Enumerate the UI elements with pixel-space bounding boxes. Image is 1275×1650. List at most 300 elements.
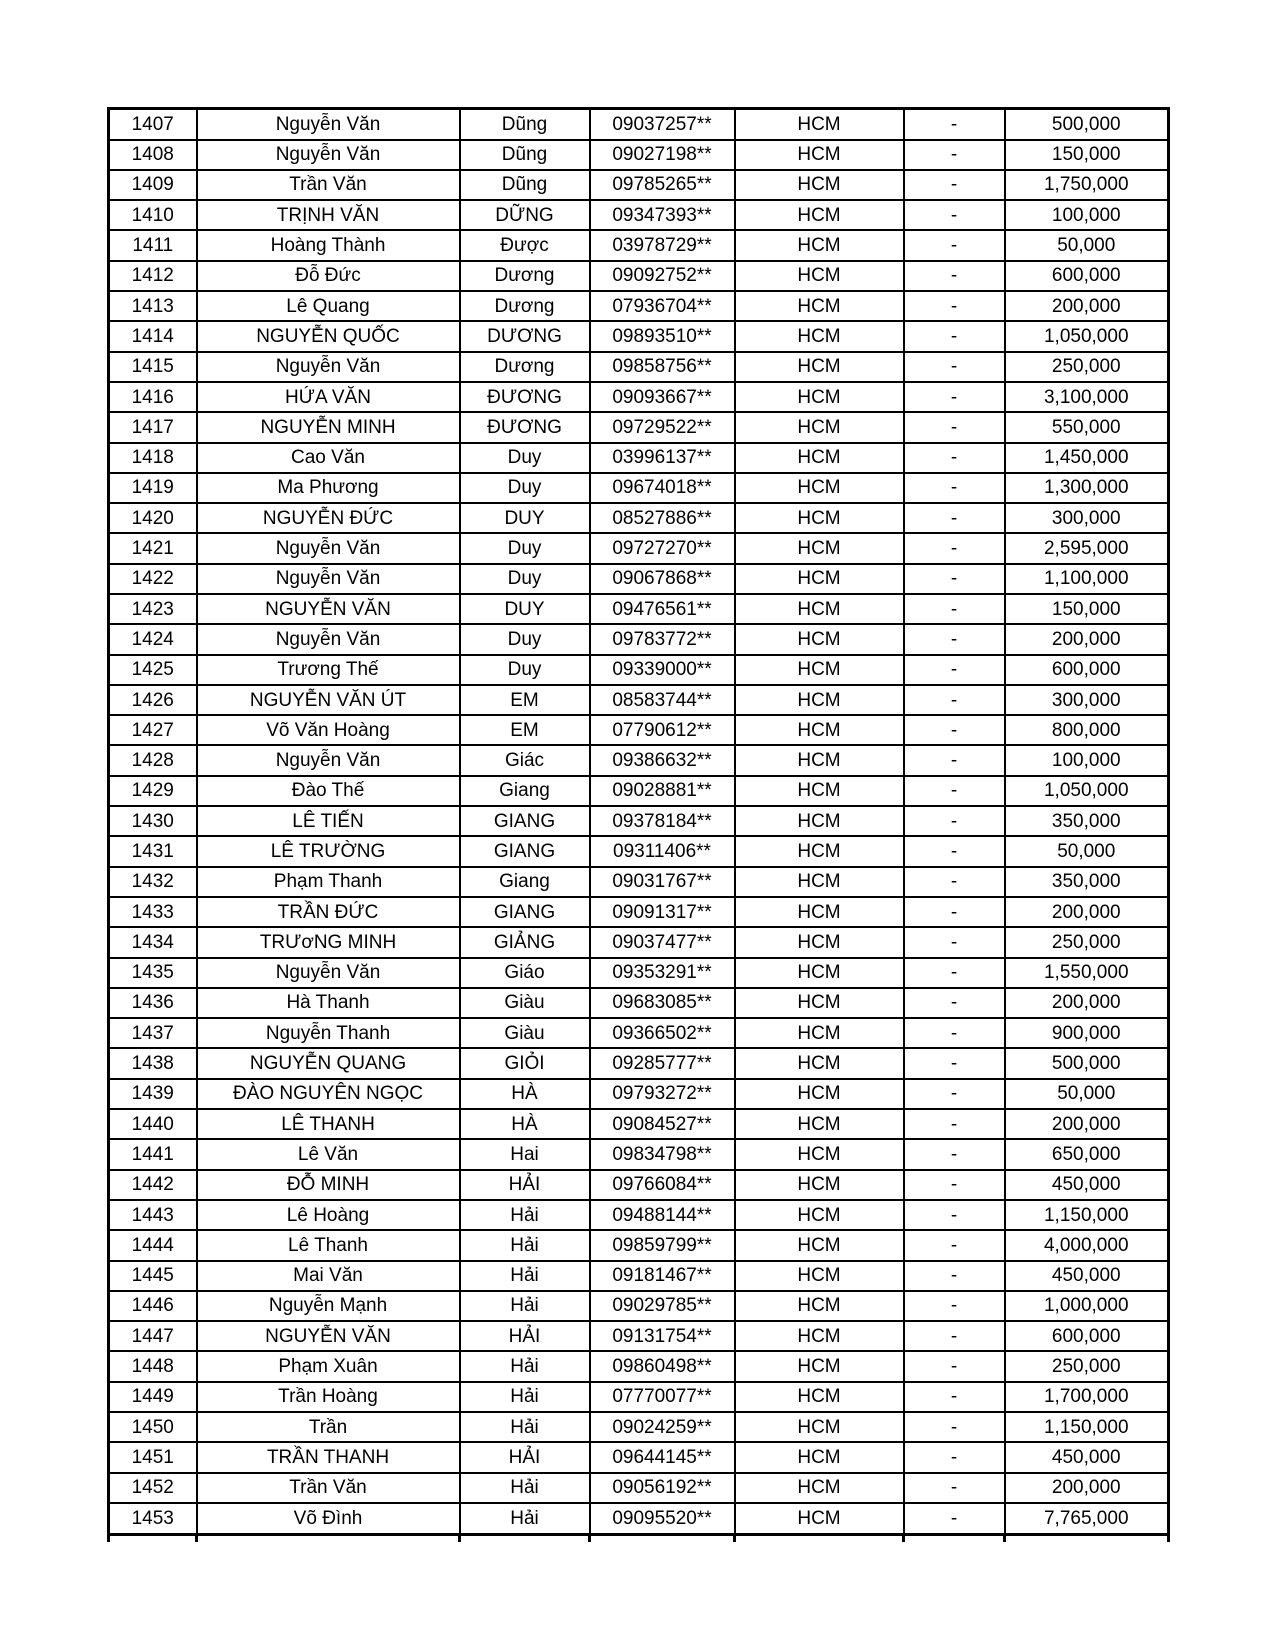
cell-last-middle-name: Nguyễn Văn: [197, 745, 460, 775]
cell-first-name: Hải: [460, 1503, 590, 1535]
cell-row-number: 1427: [109, 715, 197, 745]
cell-amount: 200,000: [1005, 291, 1169, 321]
cell-amount: 600,000: [1005, 655, 1169, 685]
cell-city: HCM: [735, 352, 904, 382]
cell-note-dash: -: [904, 1442, 1005, 1472]
table-continuation-stub: [1167, 1536, 1170, 1542]
cell-last-middle-name: LÊ TRƯỜNG: [197, 836, 460, 866]
cell-first-name: Giang: [460, 867, 590, 897]
cell-row-number: 1417: [109, 412, 197, 442]
cell-phone-masked: 09091317**: [590, 897, 735, 927]
cell-row-number: 1408: [109, 140, 197, 170]
table-row: [109, 1442, 1169, 1472]
cell-note-dash: -: [904, 1170, 1005, 1200]
cell-last-middle-name: Nguyễn Văn: [197, 140, 460, 170]
cell-row-number: 1450: [109, 1412, 197, 1442]
cell-note-dash: -: [904, 715, 1005, 745]
cell-note-dash: -: [904, 230, 1005, 260]
cell-phone-masked: 09093667**: [590, 382, 735, 412]
table-row: [109, 1109, 1169, 1139]
cell-first-name: DUY: [460, 594, 590, 624]
cell-first-name: Hải: [460, 1412, 590, 1442]
cell-row-number: 1409: [109, 170, 197, 200]
cell-last-middle-name: ĐÀO NGUYÊN NGỌC: [197, 1079, 460, 1109]
cell-first-name: HẢI: [460, 1442, 590, 1472]
cell-first-name: Hai: [460, 1139, 590, 1169]
cell-phone-masked: 09339000**: [590, 655, 735, 685]
table-row: [109, 352, 1169, 382]
cell-last-middle-name: LÊ THANH: [197, 1109, 460, 1139]
cell-first-name: Được: [460, 230, 590, 260]
table-continuation-stub: [458, 1536, 461, 1542]
cell-row-number: 1428: [109, 745, 197, 775]
cell-phone-masked: 09067868**: [590, 564, 735, 594]
cell-city: HCM: [735, 291, 904, 321]
cell-first-name: Hải: [460, 1230, 590, 1260]
cell-amount: 550,000: [1005, 412, 1169, 442]
cell-first-name: Hải: [460, 1473, 590, 1503]
cell-city: HCM: [735, 1382, 904, 1412]
cell-first-name: EM: [460, 685, 590, 715]
cell-amount: 150,000: [1005, 140, 1169, 170]
cell-first-name: Giàu: [460, 1018, 590, 1048]
cell-last-middle-name: Trương Thế: [197, 655, 460, 685]
table-row: [109, 109, 1169, 140]
cell-city: HCM: [735, 1200, 904, 1230]
table-row: [109, 927, 1169, 957]
cell-city: HCM: [735, 1048, 904, 1078]
cell-note-dash: -: [904, 1291, 1005, 1321]
cell-row-number: 1440: [109, 1109, 197, 1139]
table-continuation-stub: [195, 1536, 198, 1542]
cell-note-dash: -: [904, 806, 1005, 836]
cell-amount: 800,000: [1005, 715, 1169, 745]
cell-last-middle-name: TRẦN THANH: [197, 1442, 460, 1472]
cell-phone-masked: 09785265**: [590, 170, 735, 200]
cell-note-dash: -: [904, 988, 1005, 1018]
cell-row-number: 1426: [109, 685, 197, 715]
cell-city: HCM: [735, 1079, 904, 1109]
cell-row-number: 1438: [109, 1048, 197, 1078]
cell-amount: 1,100,000: [1005, 564, 1169, 594]
table-row: [109, 170, 1169, 200]
cell-city: HCM: [735, 867, 904, 897]
cell-last-middle-name: TRỊNH VĂN: [197, 200, 460, 230]
cell-row-number: 1416: [109, 382, 197, 412]
cell-note-dash: -: [904, 1048, 1005, 1078]
cell-note-dash: -: [904, 1321, 1005, 1351]
cell-amount: 50,000: [1005, 836, 1169, 866]
cell-note-dash: -: [904, 1200, 1005, 1230]
cell-note-dash: -: [904, 533, 1005, 563]
cell-note-dash: -: [904, 1261, 1005, 1291]
cell-last-middle-name: TRẦN ĐỨC: [197, 897, 460, 927]
cell-first-name: Duy: [460, 655, 590, 685]
table-row: [109, 1291, 1169, 1321]
cell-first-name: Dũng: [460, 140, 590, 170]
table-row: [109, 382, 1169, 412]
cell-amount: 1,450,000: [1005, 443, 1169, 473]
cell-note-dash: -: [904, 897, 1005, 927]
cell-amount: 350,000: [1005, 806, 1169, 836]
cell-city: HCM: [735, 382, 904, 412]
cell-last-middle-name: NGUYỄN VĂN ÚT: [197, 685, 460, 715]
cell-phone-masked: 09860498**: [590, 1351, 735, 1381]
cell-last-middle-name: Hoàng Thành: [197, 230, 460, 260]
cell-row-number: 1441: [109, 1139, 197, 1169]
table-row: [109, 261, 1169, 291]
cell-note-dash: -: [904, 1018, 1005, 1048]
cell-city: HCM: [735, 776, 904, 806]
cell-amount: 250,000: [1005, 927, 1169, 957]
cell-first-name: Dương: [460, 352, 590, 382]
cell-first-name: EM: [460, 715, 590, 745]
cell-last-middle-name: Phạm Thanh: [197, 867, 460, 897]
cell-city: HCM: [735, 1442, 904, 1472]
table-row: [109, 1261, 1169, 1291]
cell-phone-masked: 09683085**: [590, 988, 735, 1018]
cell-last-middle-name: Trần Hoàng: [197, 1382, 460, 1412]
cell-row-number: 1446: [109, 1291, 197, 1321]
cell-first-name: Duy: [460, 473, 590, 503]
cell-row-number: 1423: [109, 594, 197, 624]
table-row: [109, 503, 1169, 533]
table-row: [109, 836, 1169, 866]
cell-row-number: 1421: [109, 533, 197, 563]
cell-first-name: Duy: [460, 564, 590, 594]
cell-note-dash: -: [904, 958, 1005, 988]
cell-amount: 100,000: [1005, 200, 1169, 230]
table-row: [109, 685, 1169, 715]
cell-last-middle-name: Đào Thế: [197, 776, 460, 806]
cell-last-middle-name: Lê Thanh: [197, 1230, 460, 1260]
cell-first-name: Hải: [460, 1200, 590, 1230]
cell-amount: 500,000: [1005, 109, 1169, 140]
cell-first-name: Hải: [460, 1261, 590, 1291]
cell-phone-masked: 09031767**: [590, 867, 735, 897]
cell-phone-masked: 09834798**: [590, 1139, 735, 1169]
cell-amount: 50,000: [1005, 1079, 1169, 1109]
cell-first-name: DƯƠNG: [460, 321, 590, 351]
table-row: [109, 745, 1169, 775]
cell-phone-masked: 09056192**: [590, 1473, 735, 1503]
cell-city: HCM: [735, 745, 904, 775]
cell-phone-masked: 07790612**: [590, 715, 735, 745]
cell-note-dash: -: [904, 321, 1005, 351]
cell-city: HCM: [735, 261, 904, 291]
cell-phone-masked: 09859799**: [590, 1230, 735, 1260]
cell-first-name: Hải: [460, 1382, 590, 1412]
table-row: [109, 594, 1169, 624]
cell-phone-masked: 09131754**: [590, 1321, 735, 1351]
cell-note-dash: -: [904, 867, 1005, 897]
cell-row-number: 1445: [109, 1261, 197, 1291]
cell-city: HCM: [735, 594, 904, 624]
cell-amount: 1,750,000: [1005, 170, 1169, 200]
cell-city: HCM: [735, 1473, 904, 1503]
cell-city: HCM: [735, 1321, 904, 1351]
cell-row-number: 1425: [109, 655, 197, 685]
cell-amount: 1,150,000: [1005, 1412, 1169, 1442]
cell-amount: 1,050,000: [1005, 776, 1169, 806]
cell-first-name: Duy: [460, 624, 590, 654]
cell-last-middle-name: NGUYỄN ĐỨC: [197, 503, 460, 533]
cell-first-name: DUY: [460, 503, 590, 533]
cell-amount: 200,000: [1005, 1473, 1169, 1503]
table-row: [109, 867, 1169, 897]
cell-row-number: 1412: [109, 261, 197, 291]
cell-note-dash: -: [904, 594, 1005, 624]
table-row: [109, 1321, 1169, 1351]
cell-last-middle-name: Trần Văn: [197, 170, 460, 200]
cell-city: HCM: [735, 533, 904, 563]
cell-note-dash: -: [904, 1230, 1005, 1260]
cell-amount: 1,700,000: [1005, 1382, 1169, 1412]
cell-note-dash: -: [904, 1351, 1005, 1381]
cell-city: HCM: [735, 836, 904, 866]
table-row: [109, 412, 1169, 442]
cell-last-middle-name: Võ Văn Hoàng: [197, 715, 460, 745]
cell-city: HCM: [735, 1261, 904, 1291]
cell-phone-masked: 09347393**: [590, 200, 735, 230]
table-row: [109, 443, 1169, 473]
cell-note-dash: -: [904, 1412, 1005, 1442]
cell-first-name: HẢI: [460, 1170, 590, 1200]
cell-amount: 150,000: [1005, 594, 1169, 624]
table-row: [109, 715, 1169, 745]
cell-phone-masked: 09084527**: [590, 1109, 735, 1139]
cell-phone-masked: 09793272**: [590, 1079, 735, 1109]
table-row: [109, 1503, 1169, 1535]
cell-note-dash: -: [904, 109, 1005, 140]
cell-row-number: 1433: [109, 897, 197, 927]
cell-amount: 450,000: [1005, 1170, 1169, 1200]
table-row: [109, 1230, 1169, 1260]
cell-row-number: 1413: [109, 291, 197, 321]
cell-last-middle-name: Lê Hoàng: [197, 1200, 460, 1230]
cell-city: HCM: [735, 503, 904, 533]
cell-city: HCM: [735, 715, 904, 745]
cell-phone-masked: 09476561**: [590, 594, 735, 624]
cell-amount: 250,000: [1005, 1351, 1169, 1381]
table-row: [109, 624, 1169, 654]
table-row: [109, 988, 1169, 1018]
cell-first-name: Dũng: [460, 109, 590, 140]
table-row: [109, 1200, 1169, 1230]
cell-phone-masked: 09024259**: [590, 1412, 735, 1442]
cell-note-dash: -: [904, 1139, 1005, 1169]
table-row: [109, 806, 1169, 836]
cell-last-middle-name: Võ Đình: [197, 1503, 460, 1535]
table-row: [109, 1018, 1169, 1048]
cell-note-dash: -: [904, 473, 1005, 503]
cell-amount: 650,000: [1005, 1139, 1169, 1169]
cell-city: HCM: [735, 624, 904, 654]
cell-last-middle-name: Nguyễn Thanh: [197, 1018, 460, 1048]
cell-first-name: Hải: [460, 1291, 590, 1321]
cell-first-name: Giác: [460, 745, 590, 775]
cell-last-middle-name: NGUYỄN VĂN: [197, 1321, 460, 1351]
cell-phone-masked: 09353291**: [590, 958, 735, 988]
table-row: [109, 1170, 1169, 1200]
cell-amount: 200,000: [1005, 897, 1169, 927]
cell-row-number: 1434: [109, 927, 197, 957]
table-row: [109, 655, 1169, 685]
cell-phone-masked: 09028881**: [590, 776, 735, 806]
cell-city: HCM: [735, 806, 904, 836]
cell-last-middle-name: Trần Văn: [197, 1473, 460, 1503]
cell-amount: 450,000: [1005, 1442, 1169, 1472]
cell-last-middle-name: NGUYỄN QUỐC: [197, 321, 460, 351]
cell-note-dash: -: [904, 927, 1005, 957]
cell-row-number: 1435: [109, 958, 197, 988]
cell-city: HCM: [735, 170, 904, 200]
cell-last-middle-name: Lê Văn: [197, 1139, 460, 1169]
cell-note-dash: -: [904, 564, 1005, 594]
cell-first-name: Dương: [460, 291, 590, 321]
cell-first-name: HẢI: [460, 1321, 590, 1351]
table-row: [109, 1048, 1169, 1078]
cell-city: HCM: [735, 1291, 904, 1321]
cell-note-dash: -: [904, 655, 1005, 685]
cell-phone-masked: 08583744**: [590, 685, 735, 715]
cell-city: HCM: [735, 655, 904, 685]
cell-last-middle-name: Nguyễn Văn: [197, 352, 460, 382]
cell-phone-masked: 09727270**: [590, 533, 735, 563]
cell-note-dash: -: [904, 412, 1005, 442]
cell-row-number: 1424: [109, 624, 197, 654]
cell-amount: 50,000: [1005, 230, 1169, 260]
cell-city: HCM: [735, 140, 904, 170]
cell-last-middle-name: Ma Phương: [197, 473, 460, 503]
cell-phone-masked: 03996137**: [590, 443, 735, 473]
cell-first-name: Duy: [460, 443, 590, 473]
cell-row-number: 1419: [109, 473, 197, 503]
cell-last-middle-name: Phạm Xuân: [197, 1351, 460, 1381]
cell-amount: 200,000: [1005, 988, 1169, 1018]
cell-first-name: GIỎI: [460, 1048, 590, 1078]
cell-first-name: GIANG: [460, 806, 590, 836]
cell-row-number: 1444: [109, 1230, 197, 1260]
cell-note-dash: -: [904, 685, 1005, 715]
cell-amount: 450,000: [1005, 1261, 1169, 1291]
cell-first-name: GIANG: [460, 897, 590, 927]
cell-amount: 300,000: [1005, 685, 1169, 715]
cell-amount: 500,000: [1005, 1048, 1169, 1078]
cell-phone-masked: 07936704**: [590, 291, 735, 321]
cell-phone-masked: 09095520**: [590, 1503, 735, 1535]
cell-city: HCM: [735, 109, 904, 140]
table-row: [109, 1351, 1169, 1381]
cell-row-number: 1452: [109, 1473, 197, 1503]
cell-phone-masked: 09378184**: [590, 806, 735, 836]
table-continuation-stub: [902, 1536, 905, 1542]
cell-last-middle-name: Nguyễn Mạnh: [197, 1291, 460, 1321]
cell-city: HCM: [735, 897, 904, 927]
cell-row-number: 1439: [109, 1079, 197, 1109]
table-row: [109, 321, 1169, 351]
cell-last-middle-name: LÊ TIẾN: [197, 806, 460, 836]
cell-amount: 600,000: [1005, 1321, 1169, 1351]
cell-last-middle-name: Nguyễn Văn: [197, 533, 460, 563]
cell-last-middle-name: Lê Quang: [197, 291, 460, 321]
table-row: [109, 564, 1169, 594]
table-row: [109, 958, 1169, 988]
cell-amount: 1,000,000: [1005, 1291, 1169, 1321]
table-row: [109, 1139, 1169, 1169]
table-row: [109, 1412, 1169, 1442]
cell-note-dash: -: [904, 352, 1005, 382]
cell-phone-masked: 09311406**: [590, 836, 735, 866]
cell-note-dash: -: [904, 503, 1005, 533]
cell-city: HCM: [735, 1503, 904, 1535]
cell-phone-masked: 08527886**: [590, 503, 735, 533]
cell-row-number: 1451: [109, 1442, 197, 1472]
cell-last-middle-name: Nguyễn Văn: [197, 564, 460, 594]
cell-city: HCM: [735, 1351, 904, 1381]
cell-last-middle-name: ĐỖ MINH: [197, 1170, 460, 1200]
cell-note-dash: -: [904, 443, 1005, 473]
table-row: [109, 200, 1169, 230]
table-row: [109, 140, 1169, 170]
cell-last-middle-name: Hà Thanh: [197, 988, 460, 1018]
cell-last-middle-name: NGUYỄN MINH: [197, 412, 460, 442]
cell-row-number: 1449: [109, 1382, 197, 1412]
table-row: [109, 291, 1169, 321]
cell-row-number: 1431: [109, 836, 197, 866]
cell-phone-masked: 09729522**: [590, 412, 735, 442]
cell-city: HCM: [735, 321, 904, 351]
cell-note-dash: -: [904, 776, 1005, 806]
cell-amount: 1,050,000: [1005, 321, 1169, 351]
cell-city: HCM: [735, 200, 904, 230]
cell-note-dash: -: [904, 624, 1005, 654]
table-continuation-stub: [733, 1536, 736, 1542]
table-body: [109, 109, 1169, 1535]
cell-amount: 200,000: [1005, 1109, 1169, 1139]
cell-last-middle-name: TRƯơNG MINH: [197, 927, 460, 957]
cell-amount: 200,000: [1005, 624, 1169, 654]
cell-last-middle-name: Nguyễn Văn: [197, 109, 460, 140]
cell-first-name: Giang: [460, 776, 590, 806]
cell-row-number: 1447: [109, 1321, 197, 1351]
cell-city: HCM: [735, 230, 904, 260]
cell-note-dash: -: [904, 1473, 1005, 1503]
cell-amount: 600,000: [1005, 261, 1169, 291]
cell-note-dash: -: [904, 836, 1005, 866]
cell-first-name: ĐƯƠNG: [460, 412, 590, 442]
cell-note-dash: -: [904, 291, 1005, 321]
cell-amount: 250,000: [1005, 352, 1169, 382]
cell-note-dash: -: [904, 1079, 1005, 1109]
cell-note-dash: -: [904, 200, 1005, 230]
cell-last-middle-name: NGUYỄN QUANG: [197, 1048, 460, 1078]
cell-last-middle-name: Nguyễn Văn: [197, 958, 460, 988]
table-continuation-stub: [588, 1536, 591, 1542]
cell-row-number: 1442: [109, 1170, 197, 1200]
cell-first-name: Giáo: [460, 958, 590, 988]
cell-first-name: Dương: [460, 261, 590, 291]
cell-first-name: GIANG: [460, 836, 590, 866]
cell-phone-masked: 09092752**: [590, 261, 735, 291]
cell-row-number: 1411: [109, 230, 197, 260]
cell-row-number: 1437: [109, 1018, 197, 1048]
cell-city: HCM: [735, 1139, 904, 1169]
cell-row-number: 1429: [109, 776, 197, 806]
cell-last-middle-name: HỨA VĂN: [197, 382, 460, 412]
cell-phone-masked: 09488144**: [590, 1200, 735, 1230]
cell-phone-masked: 09766084**: [590, 1170, 735, 1200]
